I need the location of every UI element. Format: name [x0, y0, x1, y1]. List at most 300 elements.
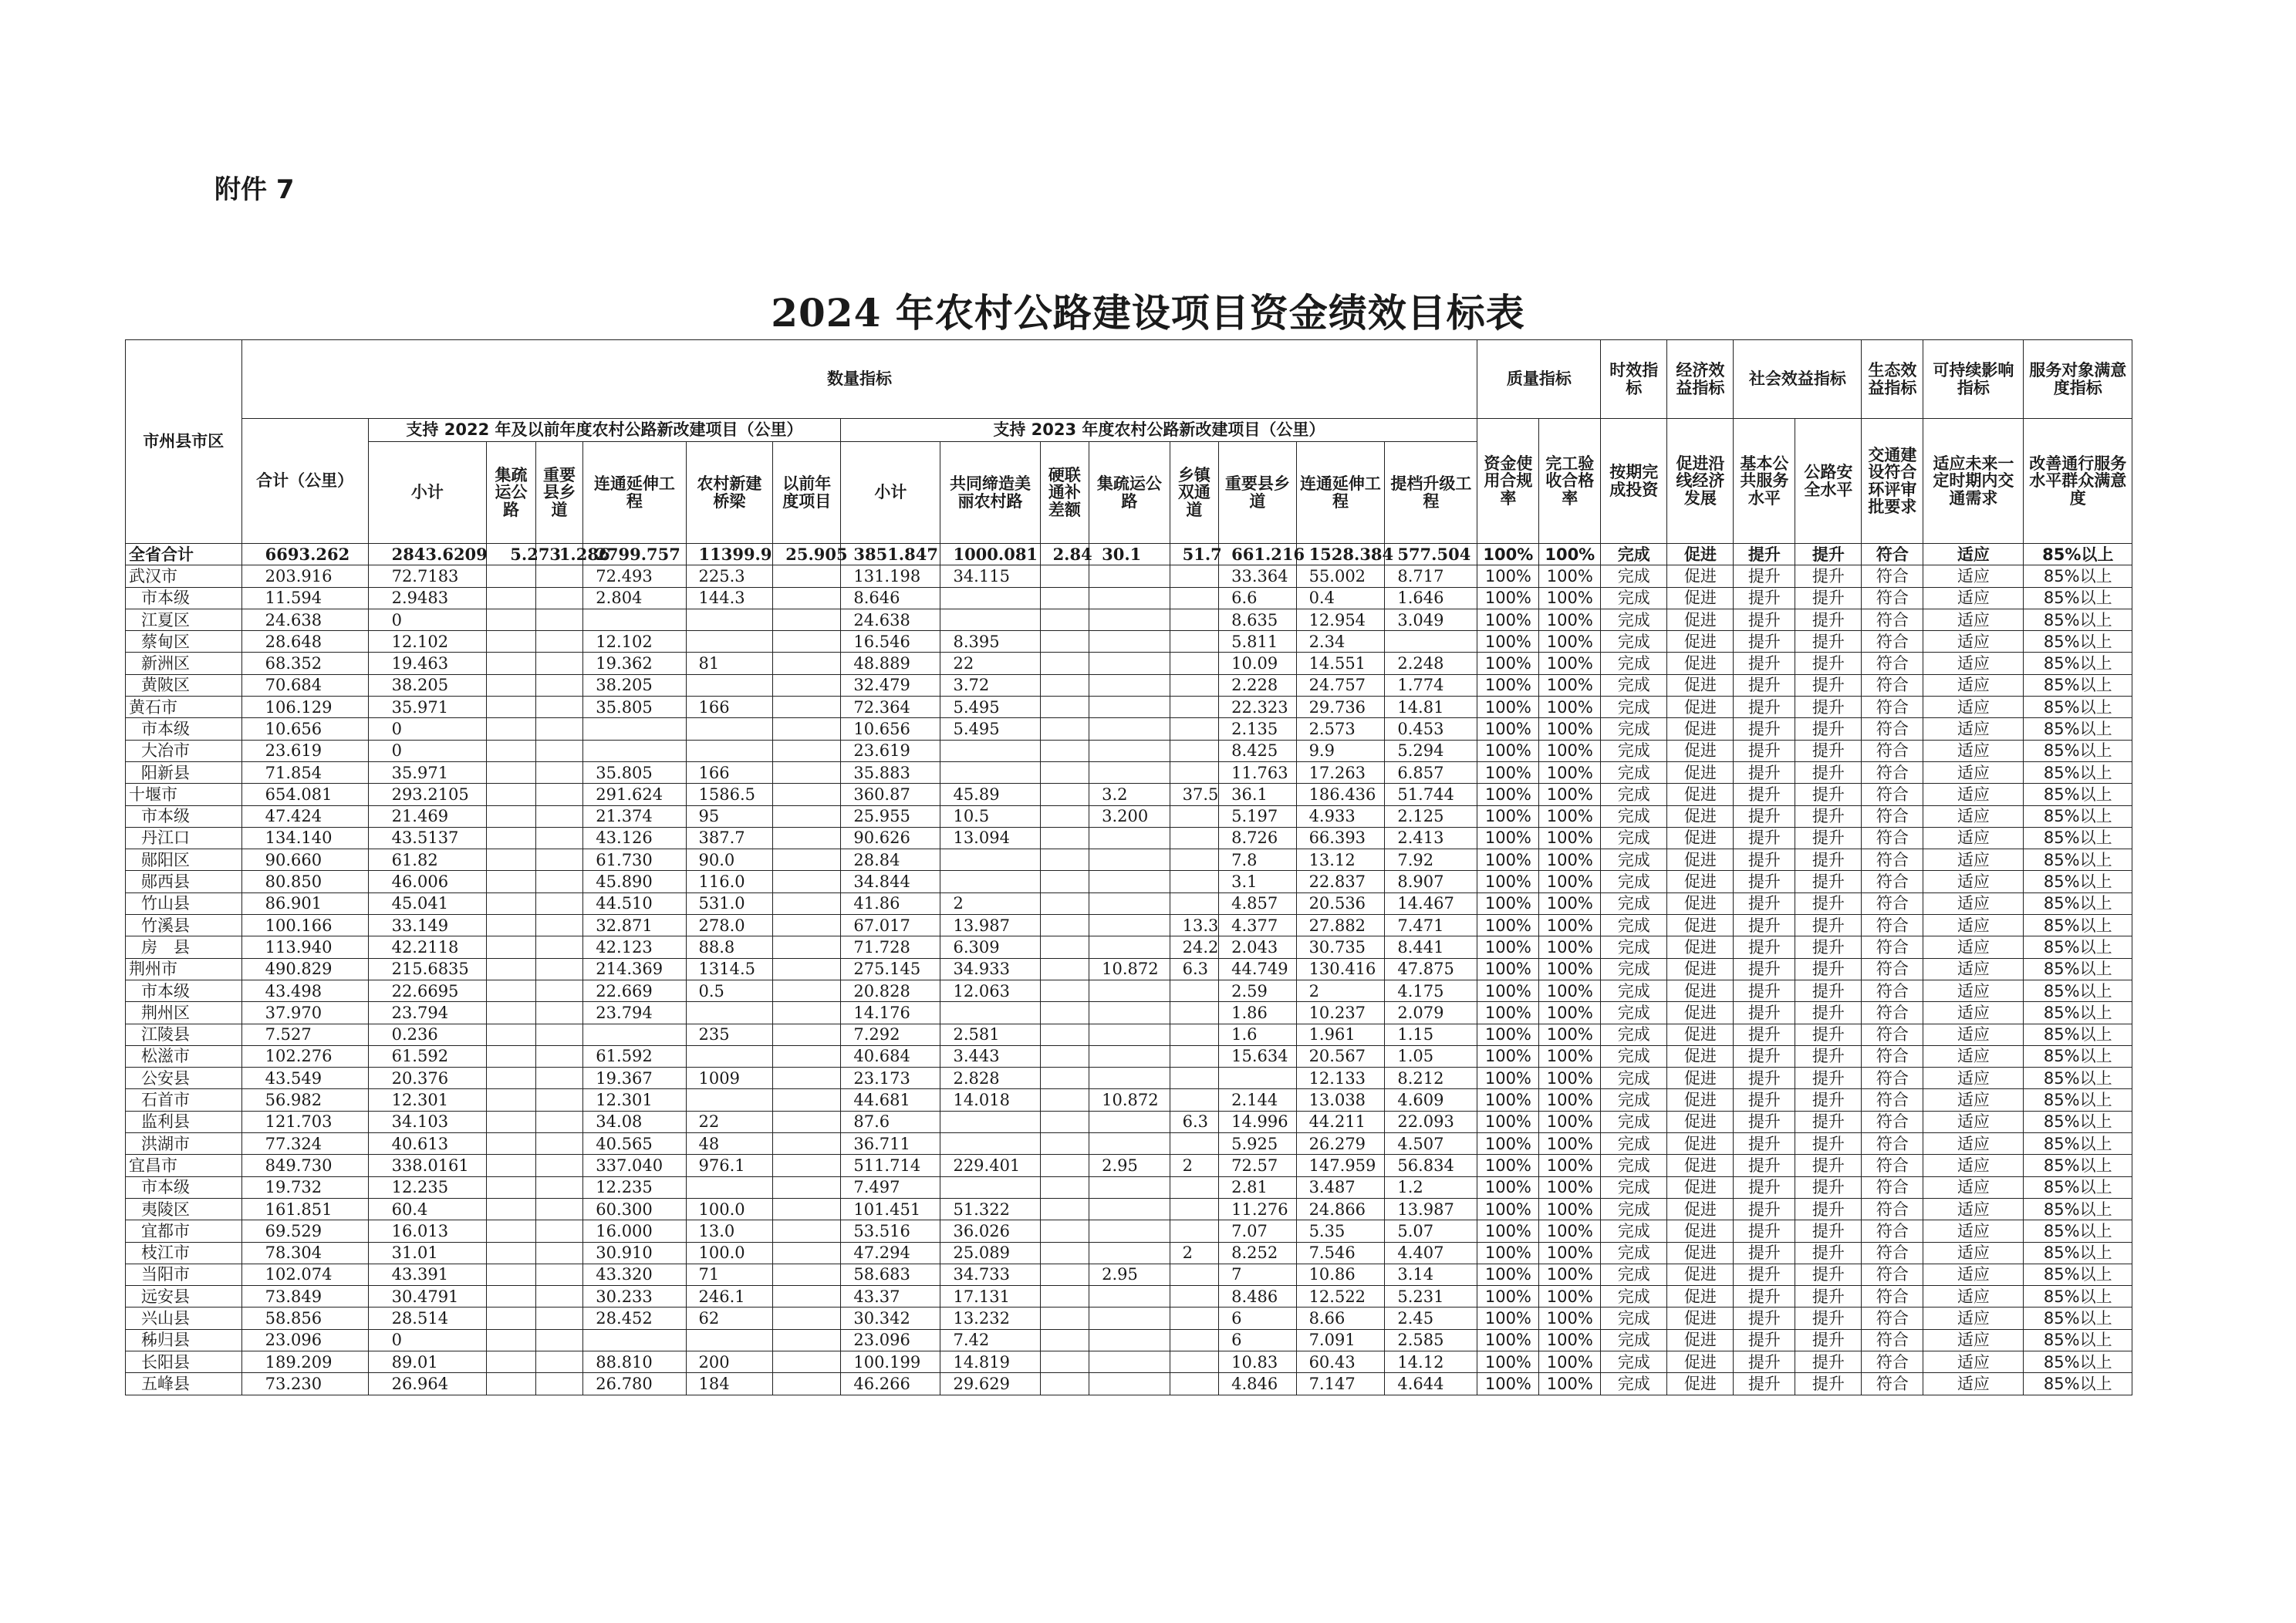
cell-s23: 87.6: [841, 1111, 940, 1132]
cell-s23: 71.728: [841, 936, 940, 958]
cell-meili: 29.629: [940, 1373, 1040, 1395]
cell-total-km: 68.352: [241, 653, 368, 674]
cell-tidang: 2.079: [1385, 1002, 1477, 1024]
cell-zhongyao: [535, 1133, 582, 1155]
cell-s23: 36.711: [841, 1133, 940, 1155]
cell-zhongyao: [535, 740, 582, 761]
cell-yinglian: [1040, 1089, 1089, 1111]
cell-s22: 43.391: [368, 1264, 487, 1285]
cell-jiben: 提升: [1734, 1176, 1795, 1198]
cell-liantong23: 12.133: [1296, 1068, 1385, 1089]
cell-tidang: 1.05: [1385, 1045, 1477, 1067]
cell-zhongyao: [535, 761, 582, 783]
cell-anquan: 提升: [1795, 1373, 1862, 1395]
cell-s23: 14.176: [841, 1002, 940, 1024]
cell-zhongyao: [535, 1286, 582, 1308]
cell-yinglian: [1040, 1242, 1089, 1264]
table-row: [126, 827, 2132, 849]
cell-zhongyao23: 11.763: [1219, 761, 1296, 783]
cell-xiangzhen: [1170, 631, 1219, 653]
cell-liantong: 16.000: [583, 1220, 686, 1242]
cell-meili: [940, 871, 1040, 892]
cell-wangong: 100%: [1539, 761, 1601, 783]
cell-jishu23: 30.1: [1089, 544, 1170, 565]
cell-yiqian: [773, 718, 841, 740]
cell-jiaotong: 符合: [1862, 761, 1923, 783]
cell-zhongyao: [535, 1351, 582, 1372]
cell-jishu23: [1089, 1286, 1170, 1308]
cell-jiaotong: 符合: [1862, 1308, 1923, 1329]
table-row: [126, 1068, 2132, 1089]
cell-jishu: [487, 1068, 536, 1089]
cell-gaishan: 85%以上: [2024, 1002, 2132, 1024]
cell-anqi: 完成: [1601, 1220, 1667, 1242]
table-row: [126, 892, 2132, 914]
cell-total-km: 80.850: [241, 871, 368, 892]
cell-name: 全省合计: [126, 544, 242, 565]
cell-gaishan: 85%以上: [2024, 1155, 2132, 1176]
cell-qiaoliang: 88.8: [686, 936, 773, 958]
cell-name: 松滋市: [126, 1045, 242, 1067]
cell-xiangzhen: [1170, 871, 1219, 892]
cell-jishu23: [1089, 1133, 1170, 1155]
cell-s23: 7.497: [841, 1176, 940, 1198]
cell-yinglian: [1040, 827, 1089, 849]
table-row: [126, 761, 2132, 783]
cell-zhongyao: [535, 1024, 582, 1045]
cell-cujin: 促进: [1667, 1286, 1734, 1308]
cell-meili: 13.232: [940, 1308, 1040, 1329]
cell-wangong: 100%: [1539, 1351, 1601, 1372]
cell-wangong: 100%: [1539, 784, 1601, 805]
cell-total-km: 69.529: [241, 1220, 368, 1242]
cell-wangong: 100%: [1539, 1111, 1601, 1132]
cell-yinglian: [1040, 784, 1089, 805]
cell-yinglian: [1040, 1002, 1089, 1024]
header-wangong: 完工验收合格率: [1539, 419, 1601, 544]
cell-xiangzhen: [1170, 697, 1219, 718]
cell-anqi: 完成: [1601, 805, 1667, 827]
cell-liantong: [583, 1329, 686, 1351]
table-row: [126, 936, 2132, 958]
cell-s22: 0: [368, 740, 487, 761]
cell-name: 竹溪县: [126, 915, 242, 936]
cell-s22: 60.4: [368, 1198, 487, 1220]
cell-liantong: [583, 718, 686, 740]
cell-zijin: 100%: [1477, 1308, 1539, 1329]
cell-s22: 38.205: [368, 674, 487, 696]
cell-jiben: 提升: [1734, 761, 1795, 783]
cell-liantong: 28.452: [583, 1308, 686, 1329]
cell-name: 丹江口: [126, 827, 242, 849]
cell-anquan: 提升: [1795, 1264, 1862, 1285]
cell-qiaoliang: 100.0: [686, 1242, 773, 1264]
cell-gaishan: 85%以上: [2024, 1351, 2132, 1372]
cell-zhongyao23: 44.749: [1219, 958, 1296, 980]
cell-jiaotong: 符合: [1862, 1264, 1923, 1285]
cell-yiqian: [773, 915, 841, 936]
cell-tidang: 8.441: [1385, 936, 1477, 958]
cell-yiqian: [773, 1373, 841, 1395]
cell-shiying: 适应: [1923, 587, 2024, 609]
cell-name: 郧西县: [126, 871, 242, 892]
cell-jishu23: [1089, 1024, 1170, 1045]
table-row: [126, 1045, 2132, 1067]
cell-tidang: 3.14: [1385, 1264, 1477, 1285]
cell-total-km: 161.851: [241, 1198, 368, 1220]
cell-s22: 89.01: [368, 1351, 487, 1372]
cell-yiqian: [773, 609, 841, 630]
cell-tidang: 5.231: [1385, 1286, 1477, 1308]
cell-xiangzhen: [1170, 587, 1219, 609]
cell-shiying: 适应: [1923, 1351, 2024, 1372]
cell-liantong23: 8.66: [1296, 1308, 1385, 1329]
cell-liantong: 30.233: [583, 1286, 686, 1308]
cell-zhongyao: [535, 1373, 582, 1395]
cell-jishu: [487, 1373, 536, 1395]
cell-jishu: 5.273: [487, 544, 536, 565]
cell-jiben: 提升: [1734, 740, 1795, 761]
cell-jishu23: 10.872: [1089, 958, 1170, 980]
cell-wangong: 100%: [1539, 1220, 1601, 1242]
cell-zijin: 100%: [1477, 980, 1539, 1001]
cell-anqi: 完成: [1601, 1242, 1667, 1264]
cell-yinglian: [1040, 674, 1089, 696]
cell-anquan: 提升: [1795, 674, 1862, 696]
cell-xiangzhen: [1170, 1068, 1219, 1089]
cell-jishu23: [1089, 849, 1170, 871]
cell-wangong: 100%: [1539, 740, 1601, 761]
cell-anqi: 完成: [1601, 1024, 1667, 1045]
cell-cujin: 促进: [1667, 1242, 1734, 1264]
cell-gaishan: 85%以上: [2024, 1329, 2132, 1351]
cell-wangong: 100%: [1539, 1133, 1601, 1155]
cell-name: 黄石市: [126, 697, 242, 718]
cell-wangong: 100%: [1539, 1024, 1601, 1045]
cell-s23: 23.173: [841, 1068, 940, 1089]
cell-yiqian: [773, 1002, 841, 1024]
cell-anquan: 提升: [1795, 587, 1862, 609]
cell-total-km: 11.594: [241, 587, 368, 609]
cell-xiangzhen: [1170, 805, 1219, 827]
cell-jishu: [487, 631, 536, 653]
cell-zhongyao23: 2.144: [1219, 1089, 1296, 1111]
cell-zhongyao: [535, 784, 582, 805]
cell-yinglian: [1040, 609, 1089, 630]
table-row: [126, 1351, 2132, 1372]
cell-meili: 7.42: [940, 1329, 1040, 1351]
cell-shiying: 适应: [1923, 849, 2024, 871]
cell-xiangzhen: [1170, 1351, 1219, 1372]
header-tidang: 提档升级工程: [1385, 442, 1477, 544]
cell-liantong: [583, 1024, 686, 1045]
cell-anqi: 完成: [1601, 653, 1667, 674]
cell-cujin: 促进: [1667, 1198, 1734, 1220]
cell-meili: 36.026: [940, 1220, 1040, 1242]
cell-zhongyao: [535, 1242, 582, 1264]
cell-liantong23: 7.147: [1296, 1373, 1385, 1395]
cell-yinglian: [1040, 915, 1089, 936]
cell-liantong: 35.805: [583, 697, 686, 718]
cell-jiaotong: 符合: [1862, 565, 1923, 587]
cell-jishu23: [1089, 1329, 1170, 1351]
cell-zhongyao: [535, 653, 582, 674]
header-satisfaction: 服务对象满意度指标: [2024, 340, 2132, 419]
cell-liantong23: 60.43: [1296, 1351, 1385, 1372]
cell-cujin: 促进: [1667, 697, 1734, 718]
table-body: [126, 544, 2132, 1395]
cell-anquan: 提升: [1795, 1068, 1862, 1089]
cell-s22: 12.301: [368, 1089, 487, 1111]
cell-anquan: 提升: [1795, 544, 1862, 565]
cell-anquan: 提升: [1795, 1220, 1862, 1242]
cell-zhongyao: [535, 827, 582, 849]
cell-liantong23: 13.12: [1296, 849, 1385, 871]
cell-jishu: [487, 565, 536, 587]
cell-zhongyao23: 36.1: [1219, 784, 1296, 805]
cell-liantong: 23.794: [583, 1002, 686, 1024]
cell-jiben: 提升: [1734, 849, 1795, 871]
cell-anqi: 完成: [1601, 565, 1667, 587]
cell-name: 监利县: [126, 1111, 242, 1132]
cell-liantong: 21.374: [583, 805, 686, 827]
cell-yiqian: [773, 784, 841, 805]
cell-liantong23: 10.237: [1296, 1002, 1385, 1024]
cell-liantong23: 147.959: [1296, 1155, 1385, 1176]
cell-zhongyao: [535, 1176, 582, 1198]
cell-cujin: 促进: [1667, 761, 1734, 783]
cell-meili: 14.018: [940, 1089, 1040, 1111]
cell-xiangzhen: [1170, 653, 1219, 674]
cell-qiaoliang: 976.1: [686, 1155, 773, 1176]
cell-jiben: 提升: [1734, 1264, 1795, 1285]
cell-zhongyao: [535, 609, 582, 630]
header-cujin: 促进沿线经济发展: [1667, 419, 1734, 544]
cell-zijin: 100%: [1477, 1155, 1539, 1176]
cell-s22: 61.592: [368, 1045, 487, 1067]
cell-xiangzhen: [1170, 1089, 1219, 1111]
cell-zijin: 100%: [1477, 1176, 1539, 1198]
cell-liantong: 12.301: [583, 1089, 686, 1111]
cell-wangong: 100%: [1539, 958, 1601, 980]
cell-jiaotong: 符合: [1862, 915, 1923, 936]
cell-jishu: [487, 740, 536, 761]
cell-jiaotong: 符合: [1862, 653, 1923, 674]
header-sub-2023: 小计: [841, 442, 940, 544]
cell-gaishan: 85%以上: [2024, 609, 2132, 630]
cell-shiying: 适应: [1923, 544, 2024, 565]
cell-xiangzhen: 51.7: [1170, 544, 1219, 565]
cell-tidang: 7.471: [1385, 915, 1477, 936]
cell-zijin: 100%: [1477, 805, 1539, 827]
cell-jiaotong: 符合: [1862, 1068, 1923, 1089]
cell-total-km: 106.129: [241, 697, 368, 718]
cell-jiben: 提升: [1734, 871, 1795, 892]
cell-jishu23: [1089, 1373, 1170, 1395]
cell-gaishan: 85%以上: [2024, 631, 2132, 653]
table-header: [126, 340, 2132, 544]
cell-name: 夷陵区: [126, 1198, 242, 1220]
cell-zhongyao23: 33.364: [1219, 565, 1296, 587]
cell-qiaoliang: 1009: [686, 1068, 773, 1089]
header-liantong: 连通延伸工程: [583, 442, 686, 544]
cell-xiangzhen: [1170, 674, 1219, 696]
cell-cujin: 促进: [1667, 674, 1734, 696]
cell-shiying: 适应: [1923, 1176, 2024, 1198]
cell-anqi: 完成: [1601, 980, 1667, 1001]
cell-zhongyao23: 3.1: [1219, 871, 1296, 892]
cell-jishu: [487, 849, 536, 871]
cell-name: 十堰市: [126, 784, 242, 805]
cell-yinglian: [1040, 849, 1089, 871]
cell-gaishan: 85%以上: [2024, 1176, 2132, 1198]
cell-xiangzhen: [1170, 609, 1219, 630]
cell-zhongyao23: 2.228: [1219, 674, 1296, 696]
cell-s23: 72.364: [841, 697, 940, 718]
cell-cujin: 促进: [1667, 915, 1734, 936]
cell-s22: 26.964: [368, 1373, 487, 1395]
cell-meili: 13.987: [940, 915, 1040, 936]
cell-jishu23: [1089, 1002, 1170, 1024]
cell-name: 黄陂区: [126, 674, 242, 696]
cell-shiying: 适应: [1923, 980, 2024, 1001]
cell-jiaotong: 符合: [1862, 587, 1923, 609]
cell-jishu23: [1089, 740, 1170, 761]
cell-xiangzhen: [1170, 718, 1219, 740]
cell-xiangzhen: [1170, 1264, 1219, 1285]
cell-yinglian: [1040, 1220, 1089, 1242]
cell-meili: 3.72: [940, 674, 1040, 696]
cell-cujin: 促进: [1667, 653, 1734, 674]
cell-jiaotong: 符合: [1862, 1089, 1923, 1111]
cell-s22: 45.041: [368, 892, 487, 914]
cell-wangong: 100%: [1539, 1089, 1601, 1111]
cell-shiying: 适应: [1923, 1068, 2024, 1089]
cell-yinglian: [1040, 740, 1089, 761]
cell-jiben: 提升: [1734, 1286, 1795, 1308]
cell-anquan: 提升: [1795, 936, 1862, 958]
cell-cujin: 促进: [1667, 1373, 1734, 1395]
table-row: [126, 784, 2132, 805]
cell-yinglian: [1040, 1351, 1089, 1372]
cell-tidang: 13.987: [1385, 1198, 1477, 1220]
cell-zhongyao23: 2.81: [1219, 1176, 1296, 1198]
cell-zhongyao23: 2.135: [1219, 718, 1296, 740]
performance-table-container: [125, 339, 2132, 1395]
cell-anqi: 完成: [1601, 1111, 1667, 1132]
header-group-2023: 支持 2023 年度农村公路新改建项目（公里）: [841, 419, 1477, 442]
cell-yinglian: [1040, 958, 1089, 980]
cell-s22: 35.971: [368, 697, 487, 718]
cell-gaishan: 85%以上: [2024, 784, 2132, 805]
cell-cujin: 促进: [1667, 958, 1734, 980]
cell-shiying: 适应: [1923, 827, 2024, 849]
cell-zhongyao: [535, 1220, 582, 1242]
cell-yinglian: [1040, 1176, 1089, 1198]
header-ecological: 生态效益指标: [1862, 340, 1923, 419]
cell-yiqian: [773, 1111, 841, 1132]
cell-jishu: [487, 784, 536, 805]
cell-yiqian: [773, 1024, 841, 1045]
cell-jishu23: [1089, 1111, 1170, 1132]
cell-liantong23: 55.002: [1296, 565, 1385, 587]
cell-jiben: 提升: [1734, 587, 1795, 609]
cell-jishu23: [1089, 892, 1170, 914]
cell-wangong: 100%: [1539, 718, 1601, 740]
cell-zhongyao: 1.286: [535, 544, 582, 565]
cell-tidang: 47.875: [1385, 958, 1477, 980]
cell-name: 新洲区: [126, 653, 242, 674]
cell-shiying: 适应: [1923, 784, 2024, 805]
cell-qiaoliang: 11399.9: [686, 544, 773, 565]
cell-jiben: 提升: [1734, 718, 1795, 740]
cell-xiangzhen: 13.3: [1170, 915, 1219, 936]
cell-tidang: 7.92: [1385, 849, 1477, 871]
cell-tidang: 8.717: [1385, 565, 1477, 587]
cell-jiben: 提升: [1734, 1089, 1795, 1111]
cell-liantong: 2.804: [583, 587, 686, 609]
cell-qiaoliang: 1586.5: [686, 784, 773, 805]
cell-qiaoliang: 184: [686, 1373, 773, 1395]
cell-yiqian: [773, 1351, 841, 1372]
cell-zhongyao23: 6.6: [1219, 587, 1296, 609]
cell-s22: 0: [368, 718, 487, 740]
cell-qiaoliang: [686, 1002, 773, 1024]
cell-s22: 21.469: [368, 805, 487, 827]
cell-zijin: 100%: [1477, 587, 1539, 609]
cell-meili: 34.933: [940, 958, 1040, 980]
cell-wangong: 100%: [1539, 805, 1601, 827]
cell-jiben: 提升: [1734, 609, 1795, 630]
cell-anqi: 完成: [1601, 1068, 1667, 1089]
cell-s22: 34.103: [368, 1111, 487, 1132]
cell-gaishan: 85%以上: [2024, 805, 2132, 827]
cell-meili: [940, 849, 1040, 871]
cell-anquan: 提升: [1795, 980, 1862, 1001]
cell-wangong: 100%: [1539, 915, 1601, 936]
cell-yinglian: [1040, 718, 1089, 740]
cell-wangong: 100%: [1539, 1198, 1601, 1220]
cell-cujin: 促进: [1667, 1045, 1734, 1067]
cell-shiying: 适应: [1923, 1220, 2024, 1242]
cell-shiying: 适应: [1923, 1198, 2024, 1220]
cell-zhongyao: [535, 587, 582, 609]
cell-anqi: 完成: [1601, 674, 1667, 696]
cell-wangong: 100%: [1539, 587, 1601, 609]
cell-liantong: 337.040: [583, 1155, 686, 1176]
cell-gaishan: 85%以上: [2024, 936, 2132, 958]
cell-wangong: 100%: [1539, 1329, 1601, 1351]
cell-xiangzhen: [1170, 827, 1219, 849]
cell-tidang: 5.07: [1385, 1220, 1477, 1242]
cell-yinglian: [1040, 1373, 1089, 1395]
cell-qiaoliang: 387.7: [686, 827, 773, 849]
cell-s23: 90.626: [841, 827, 940, 849]
cell-shiying: 适应: [1923, 805, 2024, 827]
cell-liantong23: 1528.384: [1296, 544, 1385, 565]
cell-jiaotong: 符合: [1862, 1002, 1923, 1024]
cell-name: 当阳市: [126, 1264, 242, 1285]
cell-anqi: 完成: [1601, 1155, 1667, 1176]
cell-s23: 23.096: [841, 1329, 940, 1351]
cell-tidang: 1.774: [1385, 674, 1477, 696]
cell-zhongyao: [535, 1329, 582, 1351]
cell-xiangzhen: [1170, 565, 1219, 587]
cell-zijin: 100%: [1477, 544, 1539, 565]
cell-gaishan: 85%以上: [2024, 915, 2132, 936]
cell-s22: 215.6835: [368, 958, 487, 980]
cell-jishu23: [1089, 980, 1170, 1001]
